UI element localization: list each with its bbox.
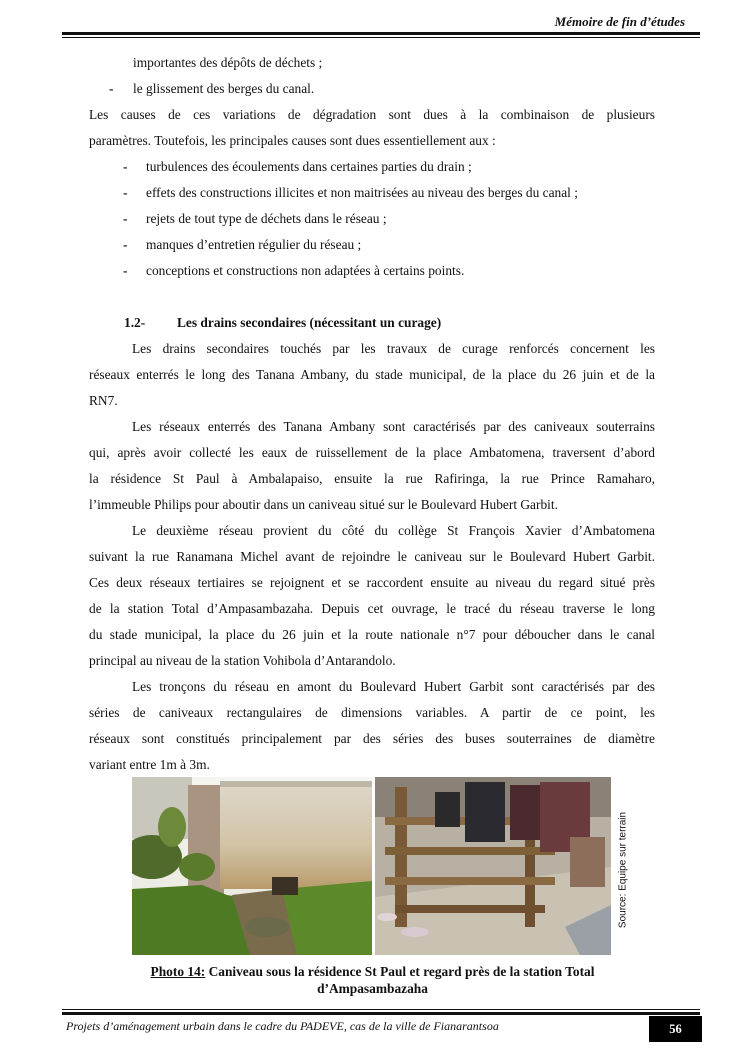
paragraph-line: variant entre 1m à 3m. — [89, 757, 210, 772]
list-item-text: conceptions et constructions non adaptées à certains points. — [146, 263, 465, 278]
paragraph-line: qui, après avoir collecté les eaux de ruissellement de la place Ambatomena, traversent d’abord — [89, 445, 655, 460]
running-footer: Projets d’aménagement urbain dans le cadre du PADEVE, cas de la ville de Fianarantsoa — [66, 1019, 499, 1033]
header-rule — [62, 32, 700, 35]
paragraph-line: séries de caniveaux rectangulaires de dimensions variables. A partir de ce point, les — [89, 705, 655, 720]
bullet-dash: - — [123, 211, 128, 226]
paragraph-line: paramètres. Toutefois, les principales causes sont dues essentiellement aux : — [89, 133, 496, 148]
bullet-dash: - — [123, 185, 128, 200]
list-item-text: manques d’entretien régulier du réseau ; — [146, 237, 362, 252]
body-text — [89, 50, 655, 778]
bullet-dash: - — [123, 263, 128, 278]
paragraph-line: du stade municipal, la place du 26 juin et la route nationale n°7 pour déboucher dans le canal — [89, 627, 655, 642]
section-number: 1.2- — [124, 315, 146, 330]
photo-source-label — [615, 800, 631, 940]
photo-manhole-total-station — [375, 777, 611, 955]
continuation-line: importantes des dépôts de déchets ; — [133, 55, 323, 70]
list-item-text: le glissement des berges du canal. — [133, 81, 315, 96]
paragraph-line: l’immeuble Philips pour aboutir dans un caniveau situé sur le Boulevard Hubert Garbit. — [89, 497, 558, 512]
paragraph-line: principal au niveau de la station Vohibola d’Antarandolo. — [89, 653, 396, 668]
page-number: 56 — [649, 1016, 702, 1042]
paragraph-line: réseaux sont constitués principalement par des séries des buses souterraines de diamètre — [89, 731, 655, 746]
paragraph-line: la résidence St Paul à Ambalapaiso, ensuite la rue Rafiringa, la rue Prince Ramaharo, — [89, 471, 655, 486]
caption-label: Photo 14: — [150, 964, 206, 979]
bullet-dash: - — [123, 159, 128, 174]
paragraph-line: de la station Total d’Ampasambazaha. Depuis cet ouvrage, le tracé du réseau traverse le long — [89, 601, 655, 616]
paragraph-line: Les réseaux enterrés des Tanana Ambany sont caractérisés par des caniveaux souterrains — [132, 419, 655, 434]
paragraph-line: Les tronçons du réseau en amont du Boulevard Hubert Garbit sont caractérisés par des — [132, 679, 655, 694]
list-item-text: turbulences des écoulements dans certaines parties du drain ; — [146, 159, 472, 174]
caption-text-line2: d’Ampasambazaha — [317, 981, 428, 996]
bullet-dash: - — [123, 237, 128, 252]
paragraph-line: réseaux enterrés le long des Tanana Ambany, du stade municipal, de la place du 26 juin et de la — [89, 367, 655, 382]
paragraph-line: RN7. — [89, 393, 118, 408]
footer-rule — [62, 1012, 700, 1015]
paragraph-line: suivant la rue Ranamana Michel avant de rejoindre le caniveau sur le Boulevard Hubert Garbit. — [89, 549, 655, 564]
list-item-text: rejets de tout type de déchets dans le réseau ; — [146, 211, 387, 226]
list-item — [89, 232, 655, 258]
list-item — [89, 76, 655, 102]
photo-culvert-st-paul — [132, 777, 372, 955]
paragraph-line: Ces deux réseaux tertiaires se rejoignent et se raccordent ensuite au niveau du regard situé près — [89, 575, 655, 590]
running-header: Mémoire de fin d’études — [554, 14, 685, 29]
list-item — [89, 180, 655, 206]
figure-caption — [100, 963, 645, 997]
section-title: Les drains secondaires (nécessitant un curage) — [177, 315, 442, 330]
paragraph-line: Les drains secondaires touchés par les travaux de curage renforcés concernent les — [132, 341, 655, 356]
list-item-text: effets des constructions illicites et non maitrisées au niveau des berges du canal ; — [146, 185, 578, 200]
section-heading — [89, 310, 655, 336]
caption-text: Caniveau sous la résidence St Paul et regard près de la station Total — [205, 964, 595, 979]
list-item — [89, 206, 655, 232]
paragraph-line: Les causes de ces variations de dégradation sont dues à la combinaison de plusieurs — [89, 107, 655, 122]
paragraph-line: Le deuxième réseau provient du côté du collège St François Xavier d’Ambatomena — [132, 523, 655, 538]
bullet-dash: - — [109, 81, 114, 96]
list-item — [89, 258, 655, 284]
footer-rule-thin — [62, 1009, 700, 1010]
photo-source-text: Source: Equipe sur terrain — [617, 811, 629, 929]
header-rule-thin — [62, 37, 700, 38]
list-item — [89, 154, 655, 180]
